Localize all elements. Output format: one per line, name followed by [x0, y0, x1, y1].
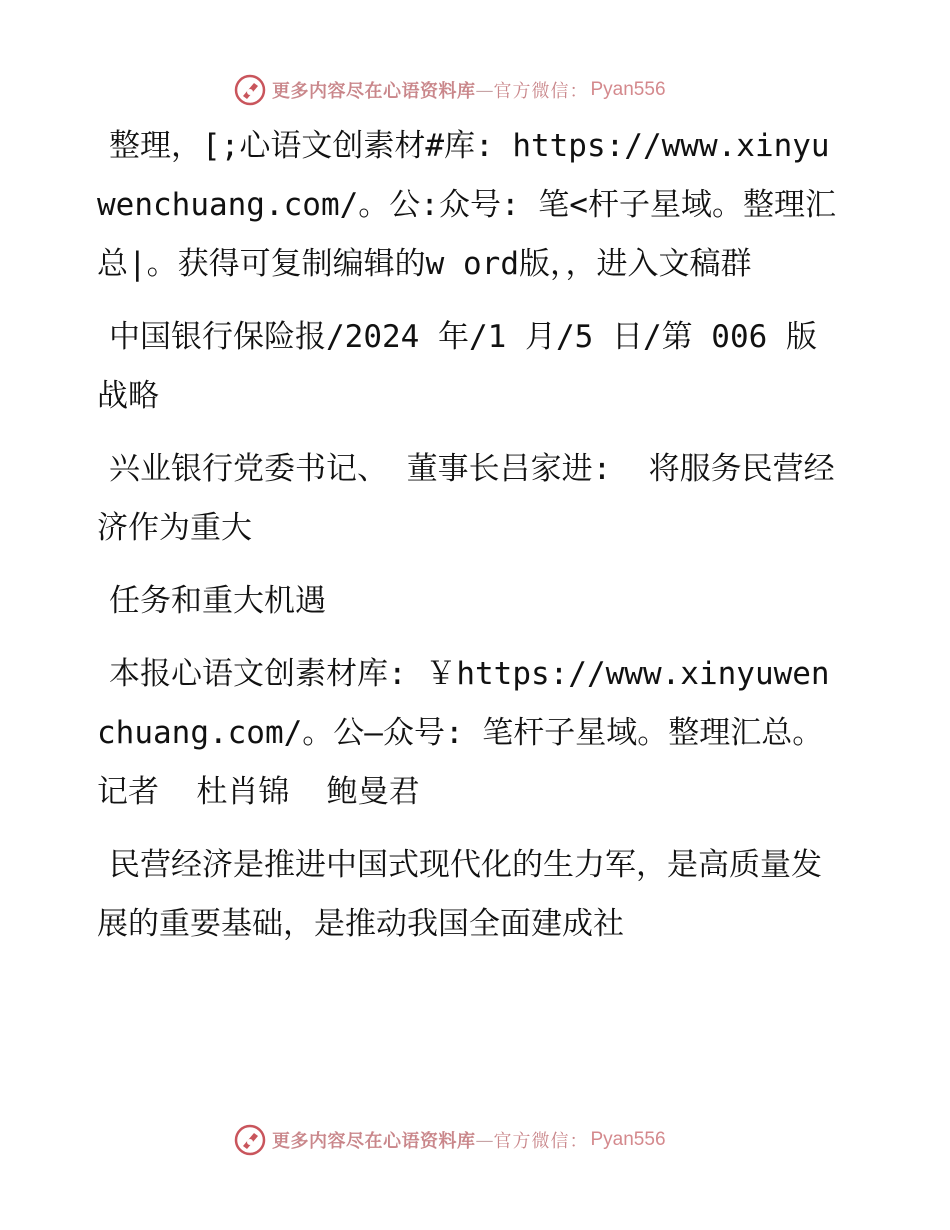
paragraph-byline: 本报心语文创素材库: ￥https://www.xinyuwenchuang.com/。公—众号: 笔杆子星域。整理汇总。记者 杜肖锦 鲍曼君 — [97, 656, 830, 810]
paragraph-headline-continued: 任务和重大机遇 — [109, 583, 326, 619]
pen-logo-icon — [234, 1124, 266, 1156]
paragraph-headline: 兴业银行党委书记、 董事长吕家进: 将服务民营经济作为重大 — [97, 451, 835, 546]
banner-wechat-id: Pyan556 — [590, 1129, 666, 1150]
pen-logo-icon — [234, 74, 266, 106]
banner-main-text: 更多内容尽在心语资料库 — [272, 1131, 476, 1152]
banner-separator: — — [475, 1129, 494, 1151]
document-body — [97, 117, 837, 968]
banner-main-text: 更多内容尽在心语资料库 — [272, 81, 476, 102]
paragraph-body: 民营经济是推进中国式现代化的生力军，是高质量发展的重要基础，是推动我国全面建成社 — [97, 847, 822, 942]
banner-wechat-label: 官方微信： — [493, 81, 589, 102]
banner-wechat-label: 官方微信： — [493, 1131, 589, 1152]
footer-watermark-banner — [234, 1123, 666, 1157]
paragraph-source-note: 整理，[;心语文创素材#库: https://www.xinyuwenchuang.com/。公:众号: 笔<杆子星域。整理汇总|。获得可复制编辑的w ord版，，进入文稿群 — [97, 128, 836, 282]
banner-separator: — — [475, 79, 494, 101]
paragraph-publication-info: 中国银行保险报/2024 年/1 月/5 日/第 006 版战略 — [97, 319, 817, 414]
header-watermark-banner — [234, 73, 666, 107]
banner-wechat-id: Pyan556 — [590, 79, 666, 100]
